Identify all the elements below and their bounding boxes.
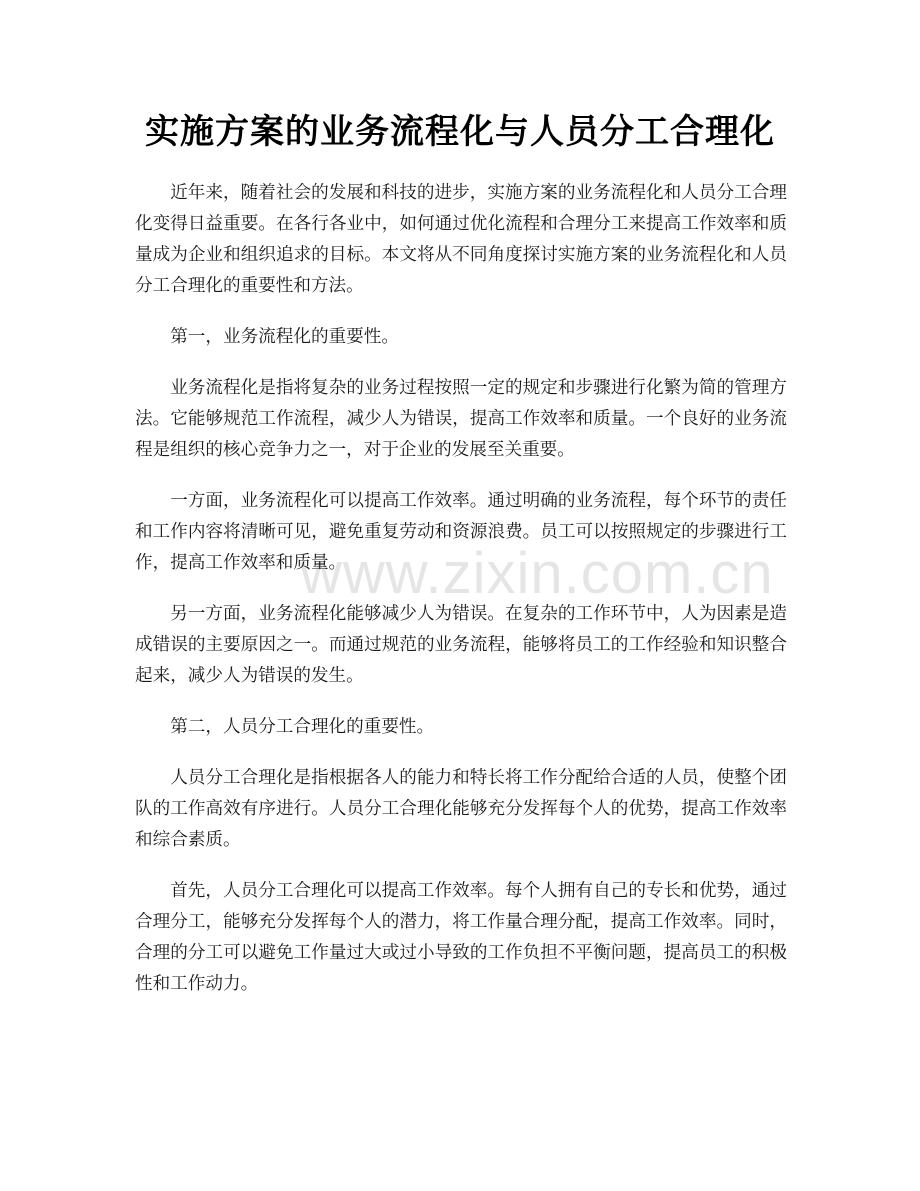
paragraph-division-efficiency: 首先，人员分工合理化可以提高工作效率。每个人拥有自己的专长和优势，通过合理分工，能够充分发挥每个人的潜力，将工作量合理分配，提高工作效率。同时，合理的分工可以避免工作量过大或过小导致的工作负担不平衡问题，提高员工的积极性和工作动力。 [135, 881, 787, 994]
section-heading-division: 第二，人员分工合理化的重要性。 [170, 717, 435, 737]
watermark: www.zixin.com.cn [300, 541, 774, 606]
document-title: 实施方案的业务流程化与人员分工合理化 [145, 112, 775, 152]
document-body [135, 178, 787, 1020]
section-heading-process: 第一，业务流程化的重要性。 [170, 327, 399, 347]
paragraph-intro: 近年来，随着社会的发展和科技的进步，实施方案的业务流程化和人员分工合理化变得日益重要。在各行各业中，如何通过优化流程和合理分工来提高工作效率和质量成为企业和组织追求的目标。本文将从不同角度探讨实施方案的业务流程化和人员分工合理化的重要性和方法。 [135, 183, 787, 296]
paragraph-process-definition: 业务流程化是指将复杂的业务过程按照一定的规定和步骤进行化繁为简的管理方法。它能够规范工作流程，减少人为错误，提高工作效率和质量。一个良好的业务流程是组织的核心竞争力之一，对于企业的发展至关重要。 [135, 378, 787, 460]
paragraph-division-definition: 人员分工合理化是指根据各人的能力和特长将工作分配给合适的人员，使整个团队的工作高效有序进行。人员分工合理化能够充分发挥每个人的优势，提高工作效率和综合素质。 [135, 768, 787, 850]
paragraph-process-errors: 另一方面，业务流程化能够减少人为错误。在复杂的工作环节中，人为因素是造成错误的主要原因之一。而通过规范的业务流程，能够将员工的工作经验和知识整合起来，减少人为错误的发生。 [135, 604, 787, 686]
paragraph-process-efficiency: 一方面，业务流程化可以提高工作效率。通过明确的业务流程，每个环节的责任和工作内容将清晰可见，避免重复劳动和资源浪费。员工可以按照规定的步骤进行工作，提高工作效率和质量。 [135, 491, 787, 573]
